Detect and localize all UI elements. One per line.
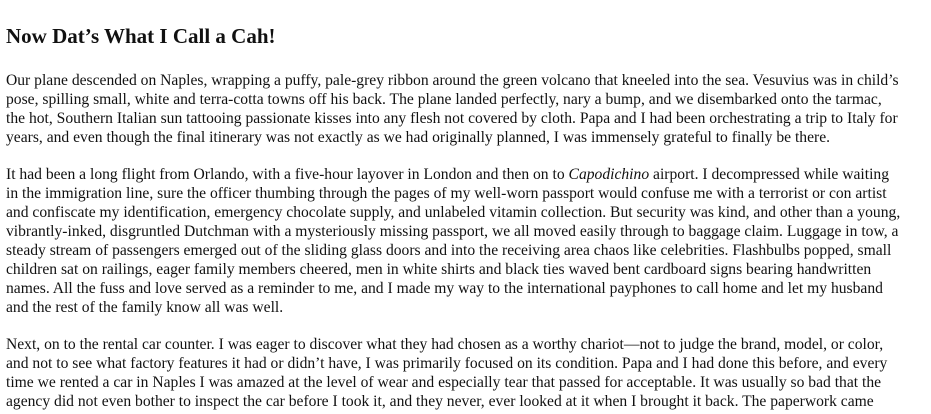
article: [6, 0, 924, 411]
text-line: pose, spilling small, white and terra-cotta towns off his back. The plane landed perfectly, nary a bump, and we disembarked onto the tarmac,: [6, 91, 882, 108]
text-line: and confiscate my identification, emergency chocolate supply, and unlabeled vitamin collection. But security was kind, and other than a young,: [6, 204, 901, 221]
text-line: Our plane descended on Naples, wrapping a puffy, pale-grey ribbon around the green volcano that kneeled into the sea. Vesuvius was in child’s: [6, 72, 899, 89]
text-line: [6, 165, 924, 184]
text-line: steady stream of passengers emerged out of the sliding glass doors and into the receiving area chaos like celebrities. Flashbulbs popped, small: [6, 242, 892, 259]
text-line: children sat on railings, eager family members cheered, men in white shirts and black ties waved bent cardboard signs bearing handwritten: [6, 261, 872, 278]
text-segment: airport. I decompressed while waiting: [649, 166, 890, 183]
text-line: Next, on to the rental car counter. I was eager to discover what they had chosen as a worthy chariot—not to judge the brand, model, or color,: [6, 336, 884, 353]
text-line: vibrantly-inked, disgruntled Dutchman with a mysteriously missing passport, we all moved easily through to baggage claim. Luggage in tow, a: [6, 223, 899, 240]
text-line: agency did not even bother to inspect the car before I took it, and they never, ever looked at it when I brought it back. The paperwork came: [6, 393, 874, 410]
article-title: Now Dat’s What I Call a Cah!: [6, 24, 276, 48]
text-line: time we rented a car in Naples I was amazed at the level of wear and especially tear that passed for acceptable. It was usually so bad that the: [6, 374, 882, 391]
paragraph-2: [6, 165, 924, 317]
text-line: names. All the fuss and love served as a reminder to me, and I made my way to the international payphones to call home and let my husband: [6, 280, 883, 297]
text-line: and not to see what factory features it had or didn’t have, I was primarily focused on its condition. Papa and I had done this before, and every: [6, 355, 888, 372]
text-line: the hot, Southern Italian sun tattooing passionate kisses into any flesh not covered by cloth. Papa and I had been orchestrating a trip to Italy for: [6, 110, 898, 127]
text-line: in the immigration line, sure the officer thumbing through the pages of my well-worn passport would confuse me with a terrorist or con artist: [6, 185, 887, 202]
airport-name: Capodichino: [568, 166, 650, 183]
text-line: years, and even though the final itinerary was not exactly as we had originally planned, I was immensely grateful to finally be there.: [6, 129, 831, 146]
paragraph-1: [6, 71, 924, 147]
paragraph-3: [6, 335, 924, 411]
text-segment: It had been a long flight from Orlando, with a five-hour layover in London and then on to: [6, 166, 569, 183]
text-line: and the rest of the family know all was well.: [6, 299, 284, 316]
